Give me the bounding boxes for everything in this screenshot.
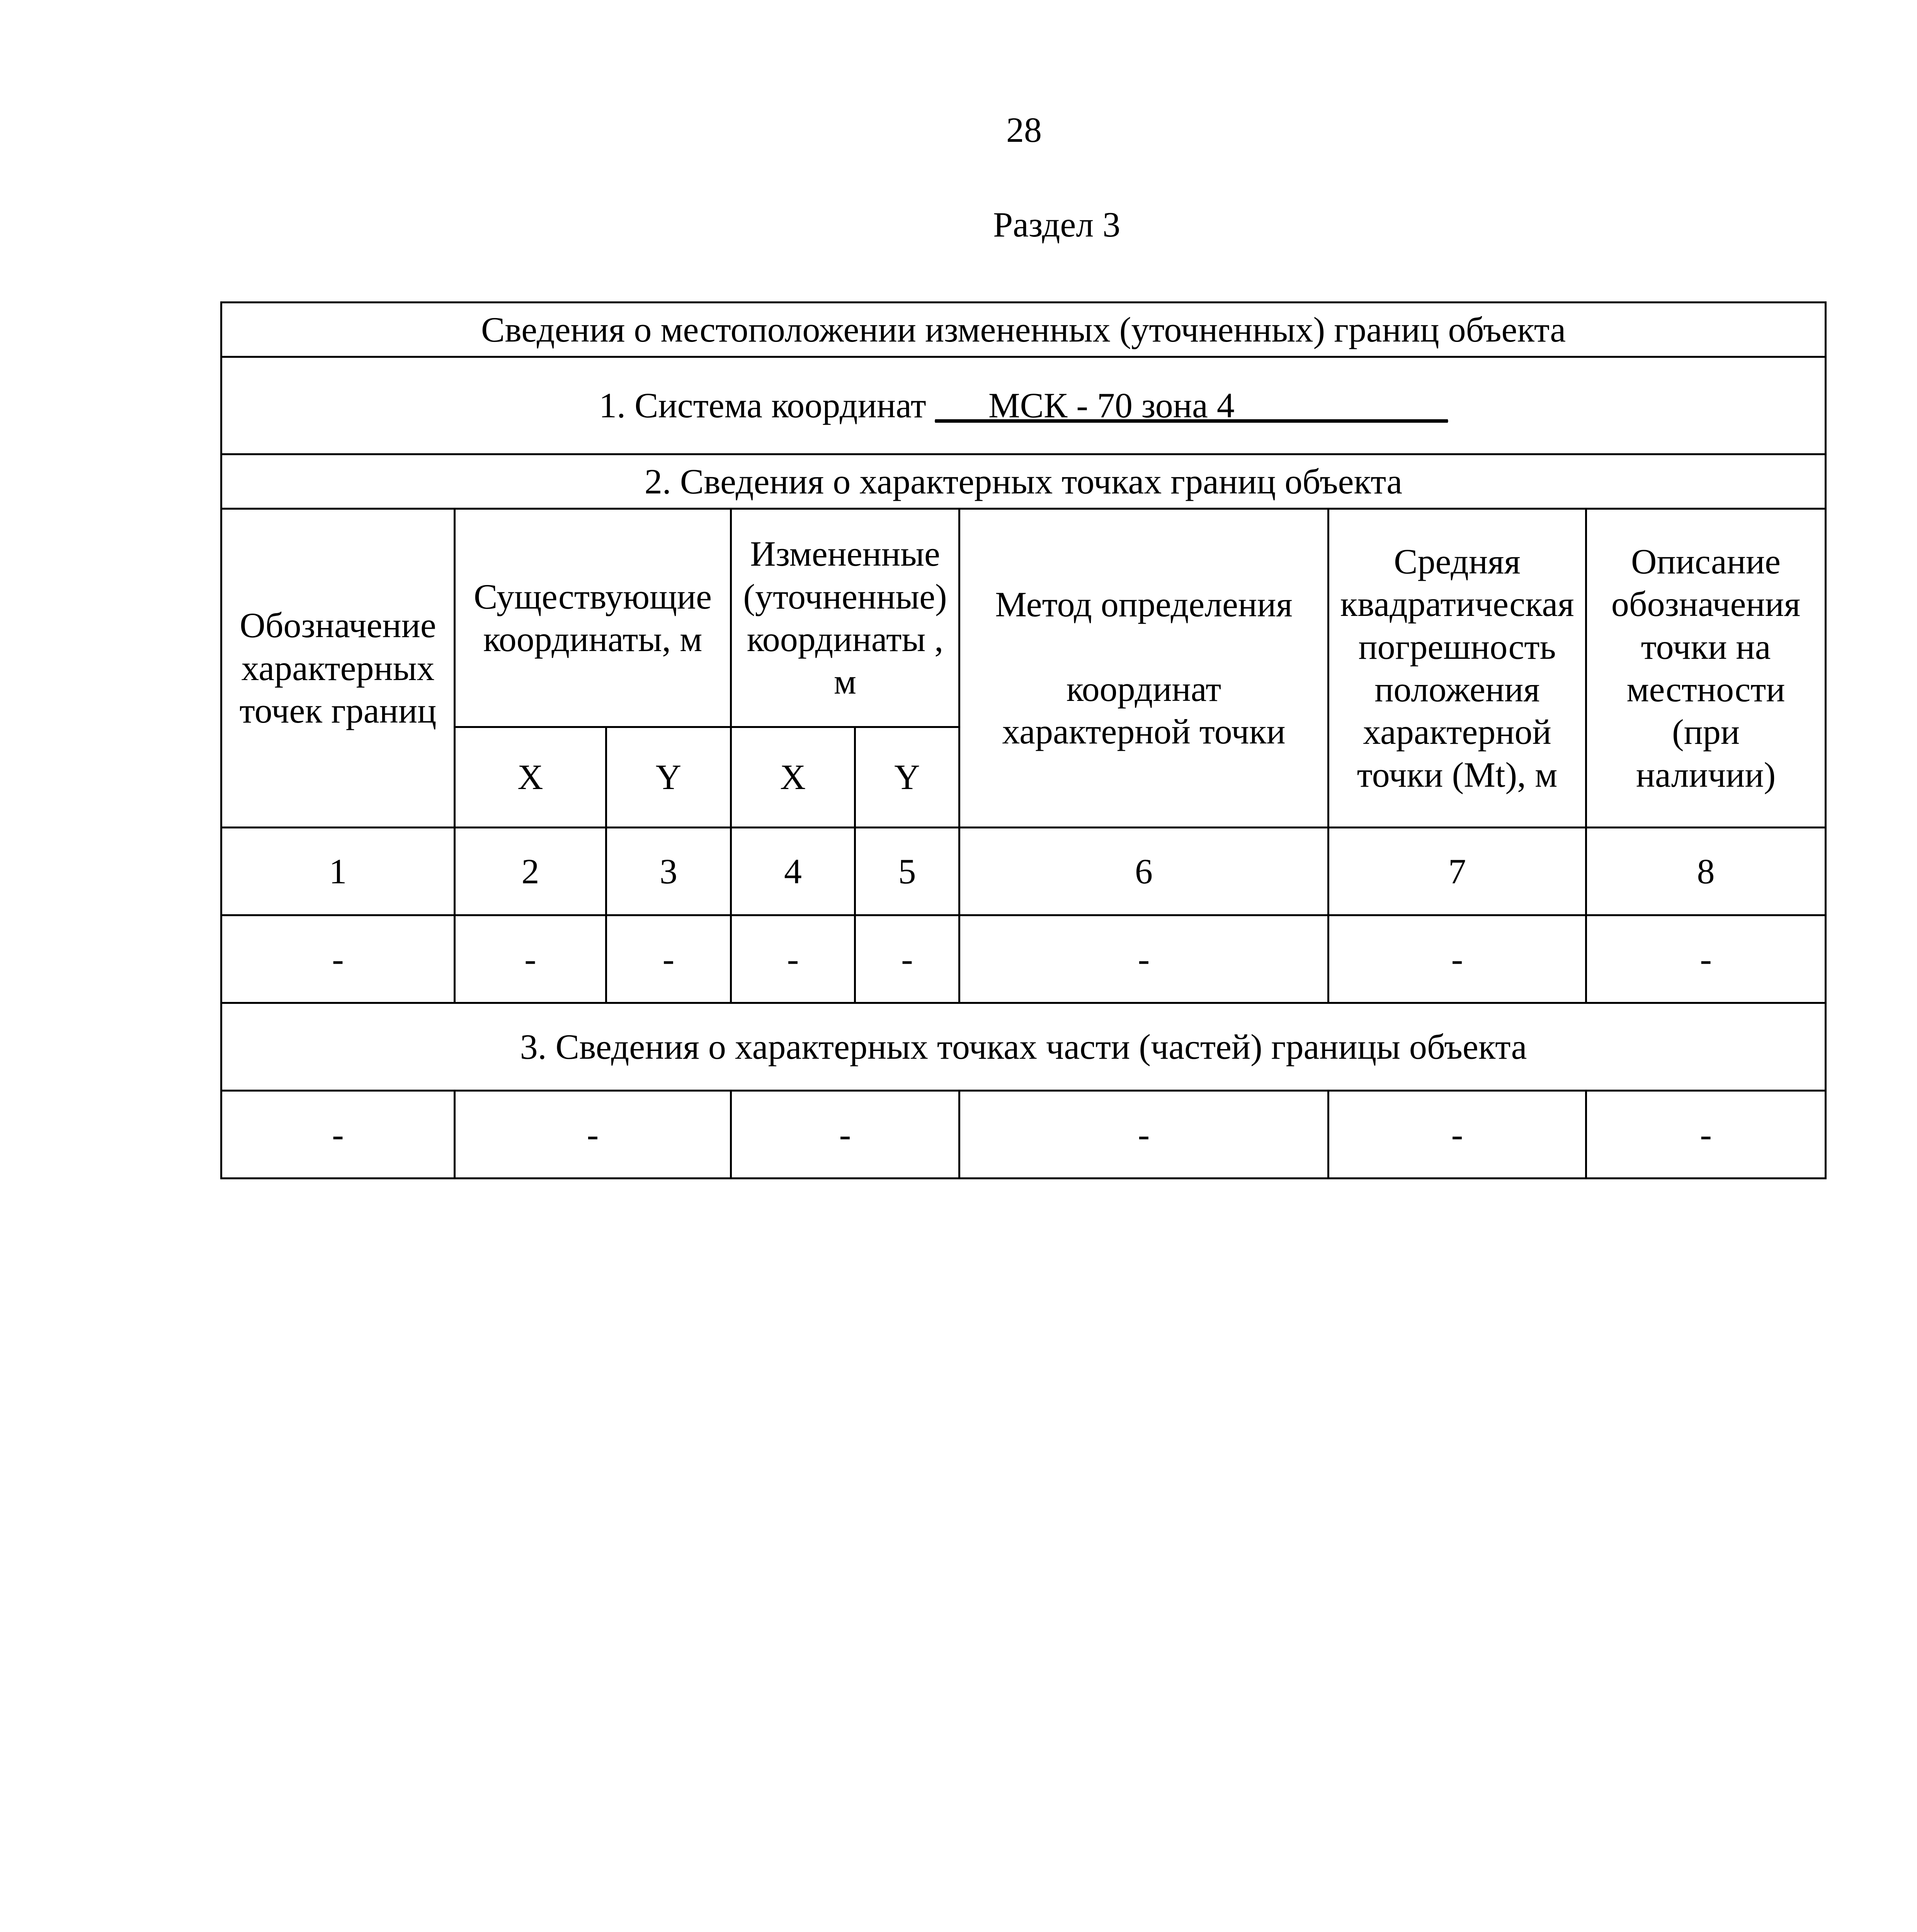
table-cell: - bbox=[221, 915, 455, 1003]
coord-system-label: 1. Система координат bbox=[599, 386, 935, 425]
coord-system-value: ___МСК - 70 зона 4____________ bbox=[935, 386, 1448, 425]
table-row bbox=[221, 1091, 1826, 1179]
page-number: 28 bbox=[1006, 110, 1042, 150]
column-number: 4 bbox=[731, 828, 855, 915]
header-row bbox=[221, 509, 1826, 727]
header-point-description: Описание обозначения точки на местности (при наличии) bbox=[1586, 509, 1826, 828]
table-cell: - bbox=[1328, 915, 1586, 1003]
header-existing-x: X bbox=[455, 727, 606, 828]
header-method: Метод определения координат характерной точки bbox=[959, 509, 1328, 828]
table-cell: - bbox=[1586, 915, 1826, 1003]
parts-heading-row bbox=[221, 1003, 1826, 1091]
header-designation: Обозначение характерных точек границ bbox=[221, 509, 455, 828]
parts-heading: 3. Сведения о характерных точках части (частей) границы объекта bbox=[221, 1003, 1826, 1091]
table-cell: - bbox=[959, 915, 1328, 1003]
table-cell: - bbox=[731, 1091, 959, 1179]
points-heading-row bbox=[221, 454, 1826, 509]
table-cell: - bbox=[606, 915, 731, 1003]
column-number: 7 bbox=[1328, 828, 1586, 915]
section-title: Раздел 3 bbox=[993, 205, 1121, 244]
table-cell: - bbox=[221, 1091, 455, 1179]
table-cell: - bbox=[1328, 1091, 1586, 1179]
coord-system-cell bbox=[221, 357, 1826, 454]
boundary-table bbox=[220, 301, 1827, 1179]
column-number: 2 bbox=[455, 828, 606, 915]
header-changed-y: Y bbox=[855, 727, 959, 828]
table-cell: - bbox=[1586, 1091, 1826, 1179]
column-number: 5 bbox=[855, 828, 959, 915]
column-number: 8 bbox=[1586, 828, 1826, 915]
column-number-row bbox=[221, 828, 1826, 915]
table-cell: - bbox=[959, 1091, 1328, 1179]
table-row bbox=[221, 915, 1826, 1003]
header-existing-y: Y bbox=[606, 727, 731, 828]
points-heading: 2. Сведения о характерных точках границ объекта bbox=[221, 454, 1826, 509]
column-number: 3 bbox=[606, 828, 731, 915]
header-changed-x: X bbox=[731, 727, 855, 828]
table-cell: - bbox=[455, 1091, 731, 1179]
table-cell: - bbox=[455, 915, 606, 1003]
table-cell: - bbox=[731, 915, 855, 1003]
table-cell: - bbox=[855, 915, 959, 1003]
coord-system-row bbox=[221, 357, 1826, 454]
column-number: 6 bbox=[959, 828, 1328, 915]
header-mean-error: Средняя квадратическая погрешность положения характерной точки (Mt), м bbox=[1328, 509, 1586, 828]
table-title-row bbox=[221, 303, 1826, 357]
table-title: Сведения о местоположении измененных (уточненных) границ объекта bbox=[221, 303, 1826, 357]
header-changed-coords: Измененные (уточненные) координаты , м bbox=[731, 509, 959, 727]
column-number: 1 bbox=[221, 828, 455, 915]
header-existing-coords: Существующие координаты, м bbox=[455, 509, 731, 727]
